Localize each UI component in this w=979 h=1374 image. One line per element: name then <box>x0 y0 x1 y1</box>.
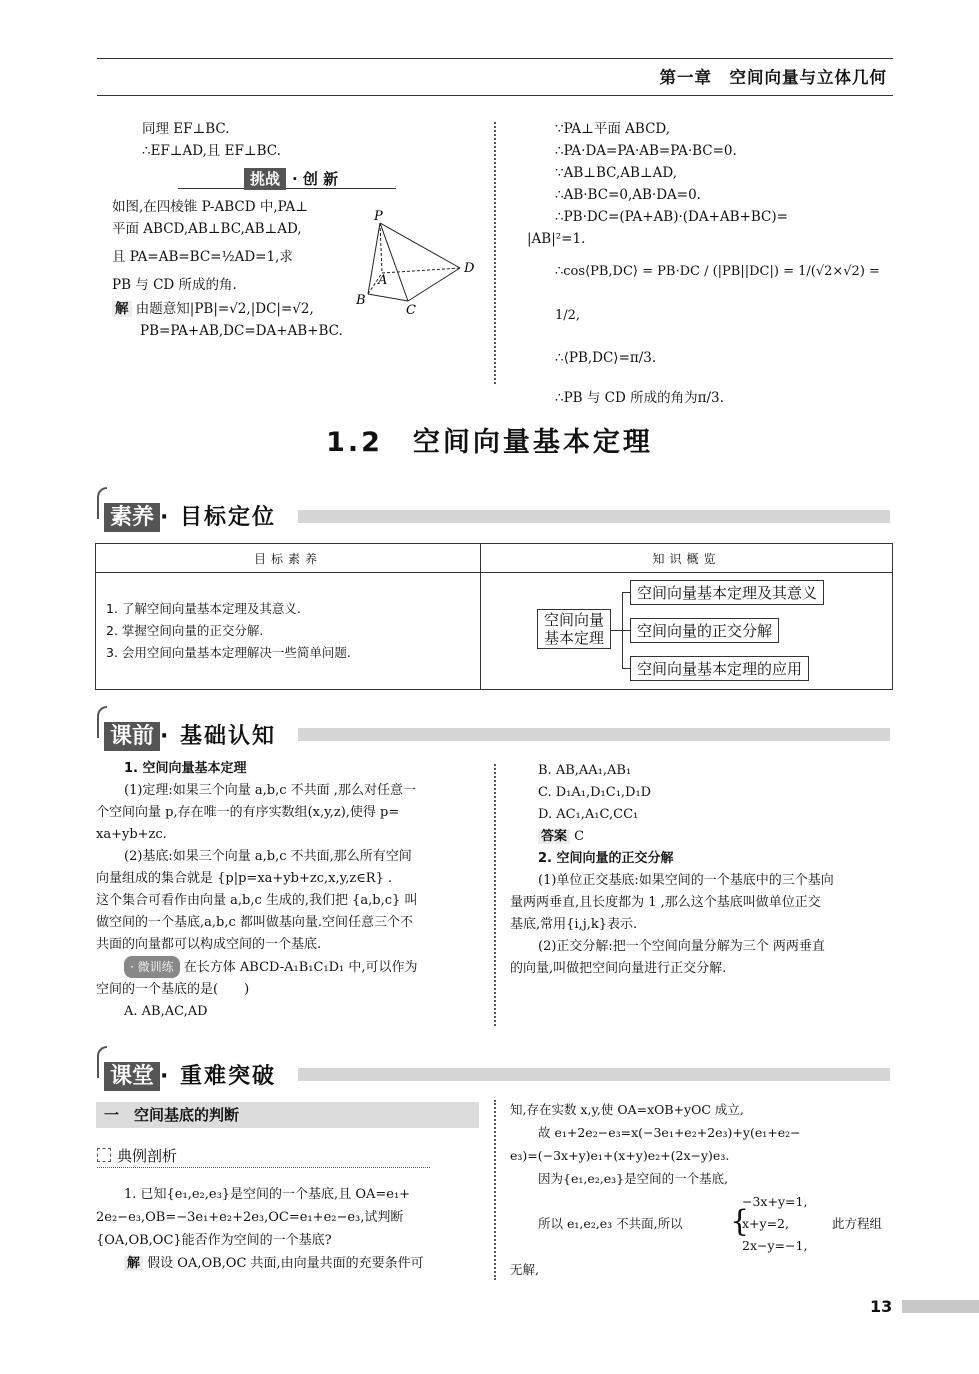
solution-text: PB=PA+AB,DC=DA+AB+BC. <box>140 323 343 339</box>
text-line: {OA,OB,OC}能否作为空间的一个基底? <box>96 1233 332 1248</box>
heading-band <box>298 728 890 741</box>
text-line: 1. 已知{e₁,e₂,e₃}是空间的一个基底,且 OA=e₁+ <box>124 1187 411 1202</box>
text-line: 故 e₁+2e₂−e₃=x(−3e₁+e₂+2e₃)+y(e₁+e₂− <box>538 1125 801 1140</box>
edge-cd <box>408 268 460 301</box>
map-connector <box>622 592 630 593</box>
text-line: 此方程组 <box>832 1216 883 1231</box>
problem-text <box>112 196 352 296</box>
text-line: (2)正交分解:把一个空间向量分解为三个 两两垂直 <box>538 939 825 954</box>
edge-pd <box>380 223 460 268</box>
text-line: 量两两垂直,且长度都为 1 ,那么这个基底叫做单位正交 <box>510 895 821 910</box>
goals-col2-header: 知识概览 <box>481 544 893 573</box>
option-c: C. D₁A₁,D₁C₁,D₁D <box>538 785 652 800</box>
solution-label: 解 <box>112 301 132 317</box>
goal-item: 3. 会用空间向量基本定理解决一些简单问题. <box>106 645 351 660</box>
edge-ad <box>382 268 460 273</box>
label-b: B <box>356 293 366 308</box>
subheading: 1. 空间向量基本定理 <box>124 761 247 776</box>
label-p: P <box>374 209 383 224</box>
problem-line: PB 与 CD 所成的角. <box>112 277 237 293</box>
text-line: 做空间的一个基底,a,b,c 都叫做基向量.空间任意三个不 <box>96 915 414 930</box>
label-c: C <box>406 303 416 318</box>
classroom-title: · 重难突破 <box>160 1064 277 1089</box>
brace-icon: { <box>730 1204 750 1239</box>
proof-line: ∴cos⟨PB,DC⟩ = PB·DC / (|PB||DC|) = 1/(√2×√2) = 1/2, <box>555 264 880 323</box>
page-number: 13 <box>870 1297 893 1316</box>
text-line: 知,存在实数 x,y,使 OA=xOB+yOC 成立, <box>510 1102 744 1117</box>
goal-item: 1. 了解空间向量基本定理及其意义. <box>106 601 301 616</box>
equation: −3x+y=1, <box>742 1194 808 1209</box>
classroom-heading <box>104 1059 276 1090</box>
basics-left-column <box>96 758 484 1023</box>
example-heading <box>97 1145 430 1168</box>
chapter-title: 第一章 空间向量与立体几何 <box>659 68 887 87</box>
classroom-tag: 课堂 <box>104 1062 160 1091</box>
problem-line: 如图,在四棱锥 P-ABCD 中,PA⊥ <box>112 199 308 215</box>
example-label: 典例剖析 <box>117 1147 178 1165</box>
proof-line: ∴PA·DA=PA·AB=PA·BC=0. <box>555 143 737 159</box>
label-a: A <box>378 273 388 288</box>
column-divider <box>494 122 496 384</box>
basics-title: · 基础认知 <box>160 724 277 749</box>
innovation-label: · 创 新 <box>292 170 339 188</box>
heading-band <box>298 510 890 523</box>
section-title: 1.2 空间向量基本定理 <box>326 427 653 458</box>
example-icon <box>97 1148 111 1162</box>
map-node: 空间向量的正交分解 <box>630 618 779 643</box>
basics-tag: 课前 <box>104 722 160 751</box>
map-connector <box>622 668 630 669</box>
header-top-rule <box>97 58 893 59</box>
proof-line: ∴⟨PB,DC⟩=π/3. <box>555 350 657 366</box>
proof-line: ∵AB⊥BC,AB⊥AD, <box>555 165 678 181</box>
goals-table <box>95 543 893 690</box>
heading-rule <box>178 188 396 189</box>
text-line: 2e₂−e₃,OB=−3e₁+e₂+2e₃,OC=e₁+e₂−e₃,试判断 <box>96 1210 404 1225</box>
column-divider <box>494 1100 496 1280</box>
solution-text: 由题意知|PB|=√2,|DC|=√2, <box>135 301 314 317</box>
drill-badge: · 微训练 <box>124 956 180 978</box>
equation: 2x−y=−1, <box>742 1238 808 1253</box>
goal-item: 2. 掌握空间向量的正交分解. <box>106 623 264 638</box>
map-node: 空间向量基本定理的应用 <box>630 656 809 681</box>
goals-tag: 素养 <box>104 503 160 532</box>
text-line: 基底,常用{i,j,k}表示. <box>510 917 638 932</box>
edge-pa <box>380 223 382 273</box>
text-line: (2)基底:如果三个向量 a,b,c 不共面,那么所有空间 <box>124 849 412 864</box>
pyramid-figure <box>350 206 485 321</box>
column-divider <box>494 764 496 1026</box>
solve-label: 解 <box>124 1256 143 1271</box>
drill-line <box>96 956 484 979</box>
map-root-line: 空间向量 <box>544 611 605 629</box>
example-right-column <box>510 1098 894 1281</box>
text-line: e₃)=(−3x+y)e₁+(x+y)e₂+(2x−y)e₃. <box>510 1148 730 1163</box>
text-line: 无解, <box>510 1262 539 1277</box>
text-line: 空间的一个基底的是( ) <box>96 982 250 997</box>
edge-bc <box>368 294 408 301</box>
answer-label: 答案 <box>538 829 570 844</box>
proof-line: ∴AB·BC=0,AB·DA=0. <box>555 187 701 203</box>
text-line: 的向量,叫做把空间向量进行正交分解. <box>510 961 727 976</box>
top-right-column <box>527 118 897 418</box>
example-left-column <box>96 1183 484 1275</box>
proof-line: 同理 EF⊥BC. <box>142 121 230 137</box>
text-line: 所以 e₁,e₂,e₃ 不共面,所以 <box>538 1216 683 1231</box>
proof-line: |AB|²=1. <box>527 231 586 247</box>
text-line: 共面的向量都可以构成空间的一个基底. <box>96 937 322 952</box>
knowledge-map <box>481 573 893 690</box>
heading-band <box>298 1068 890 1081</box>
map-connector <box>622 630 630 631</box>
problem-line: 且 PA=AB=BC=½AD=1,求 <box>112 249 293 265</box>
basics-right-column <box>510 760 894 980</box>
goals-title: · 目标定位 <box>160 505 277 530</box>
proof-line: ∴EF⊥AD,且 EF⊥BC. <box>142 143 281 159</box>
text-line: (1)单位正交基底:如果空间的一个基底中的三个基向 <box>538 873 834 888</box>
subheading: 2. 空间向量的正交分解 <box>538 851 674 866</box>
text-line: 在长方体 ABCD-A₁B₁C₁D₁ 中,可以作为 <box>183 960 418 975</box>
text-line: 个空间向量 p,存在唯一的有序实数组(x,y,z),使得 p= <box>96 805 400 820</box>
proof-line: ∵PA⊥平面 ABCD, <box>555 121 671 137</box>
text-line: 假设 OA,OB,OC 共面,由向量共面的充要条件可 <box>147 1256 424 1271</box>
text-line: xa+yb+zc. <box>96 827 167 842</box>
footer-bar <box>902 1300 979 1313</box>
goals-col1-header: 目标素养 <box>96 544 481 573</box>
goals-list <box>96 573 481 690</box>
answer-value: C <box>574 829 585 844</box>
solve-line <box>96 1252 484 1275</box>
answer-line <box>510 826 894 848</box>
proof-line: ∴PB·DC=(PA+AB)·(DA+AB+BC)= <box>555 209 788 225</box>
edge-pc <box>380 223 408 301</box>
goals-heading <box>104 500 276 531</box>
text-line: (1)定理:如果三个向量 a,b,c 不共面 ,那么对任意一 <box>124 783 416 798</box>
challenge-heading <box>112 166 482 196</box>
option-a: A. AB,AC,AD <box>124 1004 208 1019</box>
problem-line: 平面 ABCD,AB⊥BC,AB⊥AD, <box>112 221 302 237</box>
text-line: 这个集合可看作由向量 a,b,c 生成的,我们把 {a,b,c} 叫 <box>96 893 418 908</box>
text-line: 向量组成的集合就是 {p|p=xa+yb+zc,x,y,z∈R} . <box>96 871 393 886</box>
text-line: 因为{e₁,e₂,e₃}是空间的一个基底, <box>538 1171 729 1186</box>
challenge-badge: 挑战 <box>244 168 286 190</box>
part-title: 一 空间基底的判断 <box>96 1102 479 1128</box>
equation: x+y=2, <box>742 1216 789 1231</box>
map-connector <box>611 630 622 631</box>
basics-heading <box>104 719 276 750</box>
option-b: B. AB,AA₁,AB₁ <box>538 763 632 778</box>
map-root-line: 基本定理 <box>544 629 605 647</box>
map-root <box>537 609 611 649</box>
label-d: D <box>464 261 475 276</box>
option-d: D. AC₁,A₁C,CC₁ <box>538 807 639 822</box>
proof-line: ∴PB 与 CD 所成的角为π/3. <box>555 390 724 406</box>
map-node: 空间向量基本定理及其意义 <box>630 580 824 605</box>
header-bottom-rule <box>97 95 893 96</box>
equation-system <box>510 1190 894 1256</box>
